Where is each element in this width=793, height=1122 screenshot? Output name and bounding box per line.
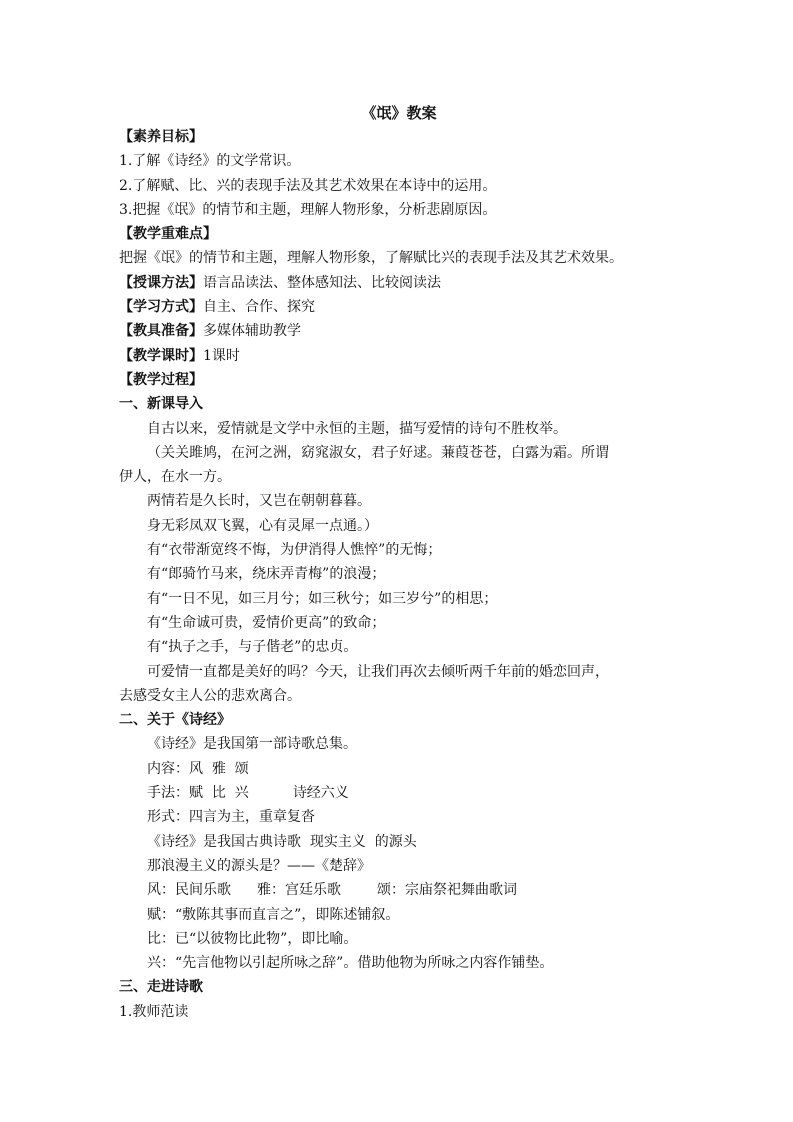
learning-mode-text: 自主、合作、探究 (203, 299, 315, 316)
section2-line (119, 781, 679, 805)
teaching-method-row (119, 271, 679, 295)
section1-item: 有“衣带渐宽终不悔，为伊消得人憔悴”的无悔； (147, 542, 442, 559)
section2-line: 那浪漫主义的源头是？——《楚辞》 (147, 857, 371, 874)
section2-line (119, 878, 679, 902)
section2-feng: 风：民间乐歌 (147, 882, 231, 899)
literacy-goals-heading: 【素养目标】 (119, 129, 203, 145)
goal-item: 1.了解《诗经》的文学常识。 (119, 153, 301, 170)
teaching-method-text: 语言品读法、整体感知法、比较阅读法 (203, 274, 441, 291)
section2-line: 《诗经》是我国第一部诗歌总集。 (147, 736, 357, 753)
hours-row (119, 344, 679, 368)
key-points-heading: 【教学重难点】 (119, 226, 217, 243)
section2-line: 赋：“敷陈其事而直言之”，即陈述铺叙。 (147, 906, 400, 923)
section2-line: 形式：四言为主，重章复沓 (147, 809, 315, 826)
section1-closing: 可爱情一直都是美好的吗？今天，让我们再次去倾听两千年前的婚恋回声， (147, 663, 609, 680)
goal-item: 2.了解赋、比、兴的表现手法及其艺术效果在本诗中的运用。 (119, 177, 497, 194)
key-points-text: 把握《氓》的情节和主题，理解人物形象，了解赋比兴的表现手法及其艺术效果。 (119, 250, 623, 267)
section2-line: 内容：风 雅 颂 (147, 760, 249, 777)
teaching-method-heading: 【授课方法】 (119, 274, 203, 291)
section1-closing: 去感受女主人公的悲欢离合。 (119, 687, 301, 704)
section2-six-principles: 诗经六义 (292, 785, 349, 802)
section1-poem-line: 身无彩凤双飞翼，心有灵犀一点通。） (147, 517, 378, 534)
document-page (119, 101, 679, 1024)
section1-intro: 自古以来，爱情就是文学中永恒的主题，描写爱情的诗句不胜枚举。 (147, 420, 567, 437)
section3-line: 1.教师范读 (119, 1003, 189, 1020)
section2-heading: 二、关于《诗经》 (119, 712, 231, 729)
page-title: 《氓》教案 (361, 104, 437, 122)
section1-item: 有“一日不见，如三月兮；如三秋兮；如三岁兮”的相思； (147, 590, 498, 607)
section2-line: 《诗经》是我国古典诗歌 现实主义 的源头 (147, 833, 417, 850)
section1-item: 有“生命诚可贵，爱情价更高”的致命； (147, 614, 386, 631)
section3-heading: 三、走进诗歌 (119, 979, 203, 996)
tools-heading: 【教具准备】 (119, 323, 203, 340)
section2-line: 比：已“以彼物比此物”，即比喻。 (147, 930, 358, 947)
learning-mode-row (119, 295, 679, 319)
goal-item: 3.把握《氓》的情节和主题，理解人物形象，分析悲剧原因。 (119, 201, 497, 218)
tools-row (119, 319, 679, 343)
section2-ya: 雅：宫廷乐歌 (257, 882, 341, 899)
section2-line: 兴：“先言他物以引起所咏之辞”。借助他物为所咏之内容作铺垫。 (147, 955, 554, 972)
hours-heading: 【教学课时】 (119, 347, 203, 364)
section1-poem-line: （关关雎鸠，在河之洲，窈窕淑女，君子好逑。蒹葭苍苍，白露为霜。所谓 (147, 444, 609, 461)
section1-poem-line: 两情若是久长时，又岂在朝朝暮暮。 (147, 493, 371, 510)
tools-text: 多媒体辅助教学 (203, 323, 301, 340)
section1-heading: 一、新课导入 (119, 396, 203, 413)
hours-text: 1课时 (203, 347, 240, 364)
section2-song: 颂：宗庙祭祀舞曲歌词 (377, 882, 517, 899)
section2-technique: 手法：赋 比 兴 (147, 785, 249, 802)
section1-item: 有“郎骑竹马来，绕床弄青梅”的浪漫； (147, 566, 386, 583)
learning-mode-heading: 【学习方式】 (119, 299, 203, 316)
section1-item: 有“执子之手，与子偕老”的忠贞。 (147, 639, 358, 656)
process-heading: 【教学过程】 (119, 371, 203, 388)
section1-poem-line: 伊人，在水一方。 (119, 469, 231, 486)
